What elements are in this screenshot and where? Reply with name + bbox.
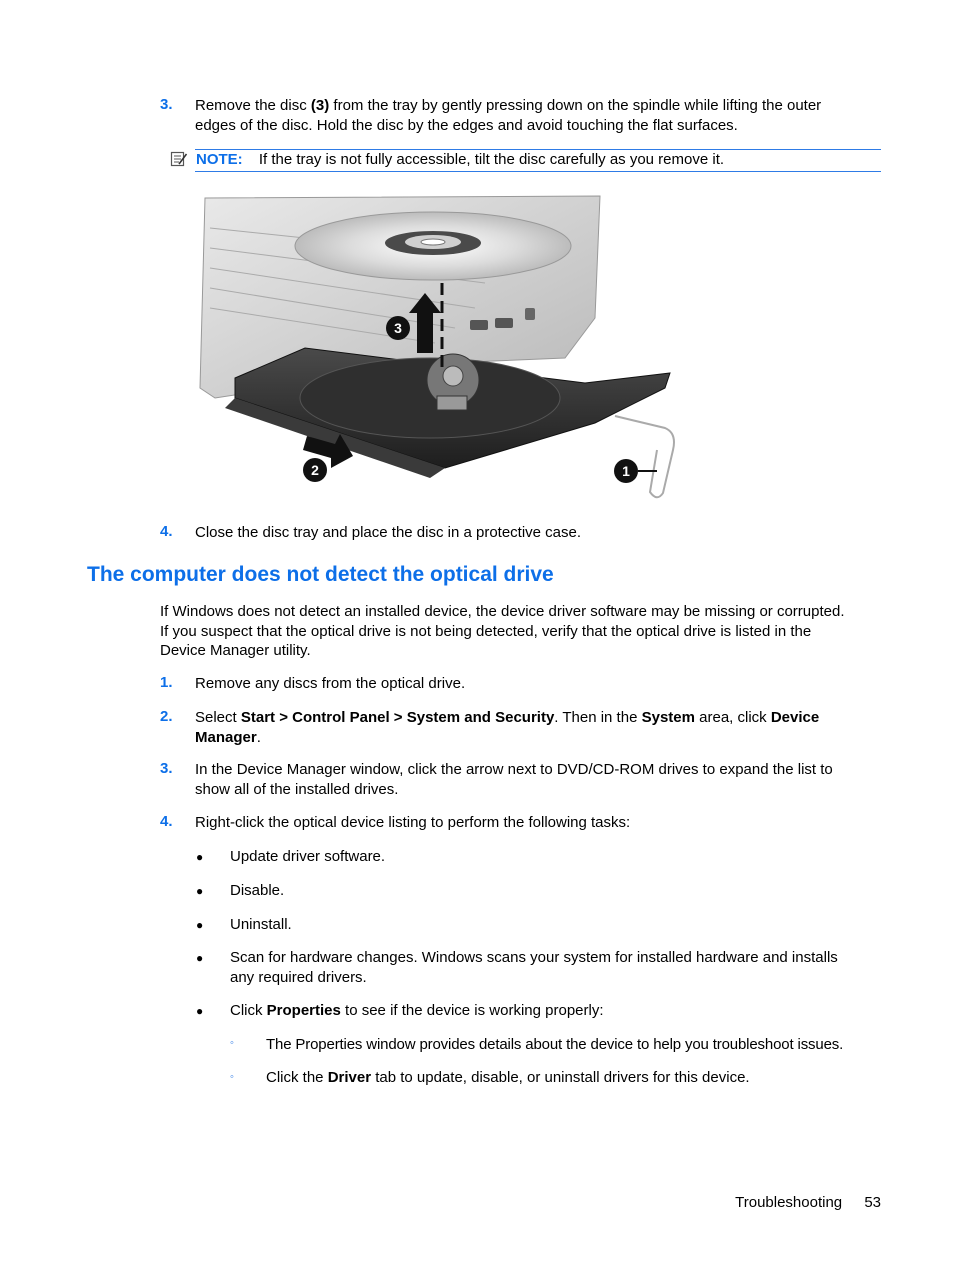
step-number: 4. [160,813,173,830]
sub-bullet-marker: ◦ [230,1037,234,1049]
step-text-part: from the tray by gently pressing down on the spindle while lifting the outer [329,97,822,114]
bullet-marker: ● [196,1004,204,1018]
bullet-text [230,1001,604,1021]
intro-line: If you suspect that the optical drive is not being detected, verify that the optical drive is listed in the [160,622,812,640]
sub-bullet-text [266,1068,750,1088]
step-text [195,96,885,135]
step-text-line: In the Device Manager window, click the arrow next to DVD/CD-ROM drives to expand the list to [195,761,833,778]
step-text-part: . Then in the [554,709,642,726]
step-text-line2: edges of the disc. Hold the disc by the edges and avoid touching the flat surfaces. [195,116,738,134]
step-text-bold: (3) [310,97,330,114]
bullet-marker: ● [196,850,204,864]
step-text-bold: Device [770,709,820,726]
sub-bullet-text-bold: Driver [327,1069,372,1086]
bullet-text: Update driver software. [230,848,386,865]
step-text: Close the disc tray and place the disc in a protective case. [195,524,582,541]
intro-line: Device Manager utility. [160,642,311,659]
bullet-marker: ● [196,884,204,898]
note-text [196,150,724,170]
bullet-text-line: Scan for hardware changes. Windows scans your system for installed hardware and installs [230,949,838,966]
intro-paragraph [160,602,890,661]
step-text: Right-click the optical device listing to perform the following tasks: [195,814,631,831]
note-body: If the tray is not fully accessible, tilt the disc carefully as you remove it. [258,151,725,168]
step-text: Remove any discs from the optical drive. [195,675,466,692]
bullet-text-part: Click [230,1002,267,1019]
bullet-marker: ● [196,951,204,965]
step-number: 2. [160,708,173,725]
page-footer [600,1193,881,1213]
step-text [195,760,885,799]
optical-drive-figure [195,188,681,506]
bullet-marker: ● [196,918,204,932]
sub-bullet-marker: ◦ [230,1071,234,1083]
note-label: NOTE: [196,151,243,168]
sub-bullet-text-part: tab to update, disable, or uninstall drivers for this device. [371,1069,750,1086]
step-number: 3. [160,96,173,113]
footer-page-number: 53 [864,1194,881,1211]
sub-bullet-text: The Properties window provides details about the device to help you troubleshoot issues. [266,1036,844,1053]
step-text-part: Select [195,709,241,726]
step-text-part: . [256,728,261,746]
callout-2 [303,458,327,482]
note-icon [170,150,188,168]
bullet-text [230,948,890,987]
step-number: 3. [160,760,173,777]
svg-text:3: 3 [394,320,402,336]
svg-text:1: 1 [622,463,630,479]
step-text [195,708,885,747]
step-text-part: area, click [694,709,771,726]
bullet-text-part: to see if the device is working properly: [340,1002,604,1019]
section-heading: The computer does not detect the optical drive [87,563,554,586]
step-text-bold: System [641,709,695,726]
bullet-text: Uninstall. [230,916,292,933]
step-text-bold: Start > Control Panel > System and Security [240,709,555,726]
step-number: 4. [160,523,173,540]
callout-1 [614,459,657,483]
note-bottom-rule [195,171,881,172]
sub-bullet-text-part: Click the [266,1069,328,1086]
step-text-part: Remove the disc [195,97,311,114]
svg-text:2: 2 [311,462,319,478]
bullet-text-bold: Properties [266,1002,341,1019]
callout-3 [386,316,410,340]
bullet-text-line: any required drivers. [230,968,367,986]
step-text-bold: Manager [195,728,257,746]
bullet-text: Disable. [230,882,285,899]
footer-section: Troubleshooting [735,1194,843,1211]
step-number: 1. [160,674,173,691]
intro-line: If Windows does not detect an installed device, the device driver software may be missing or corrupted. [160,603,845,620]
step-text-line: show all of the installed drives. [195,780,399,798]
